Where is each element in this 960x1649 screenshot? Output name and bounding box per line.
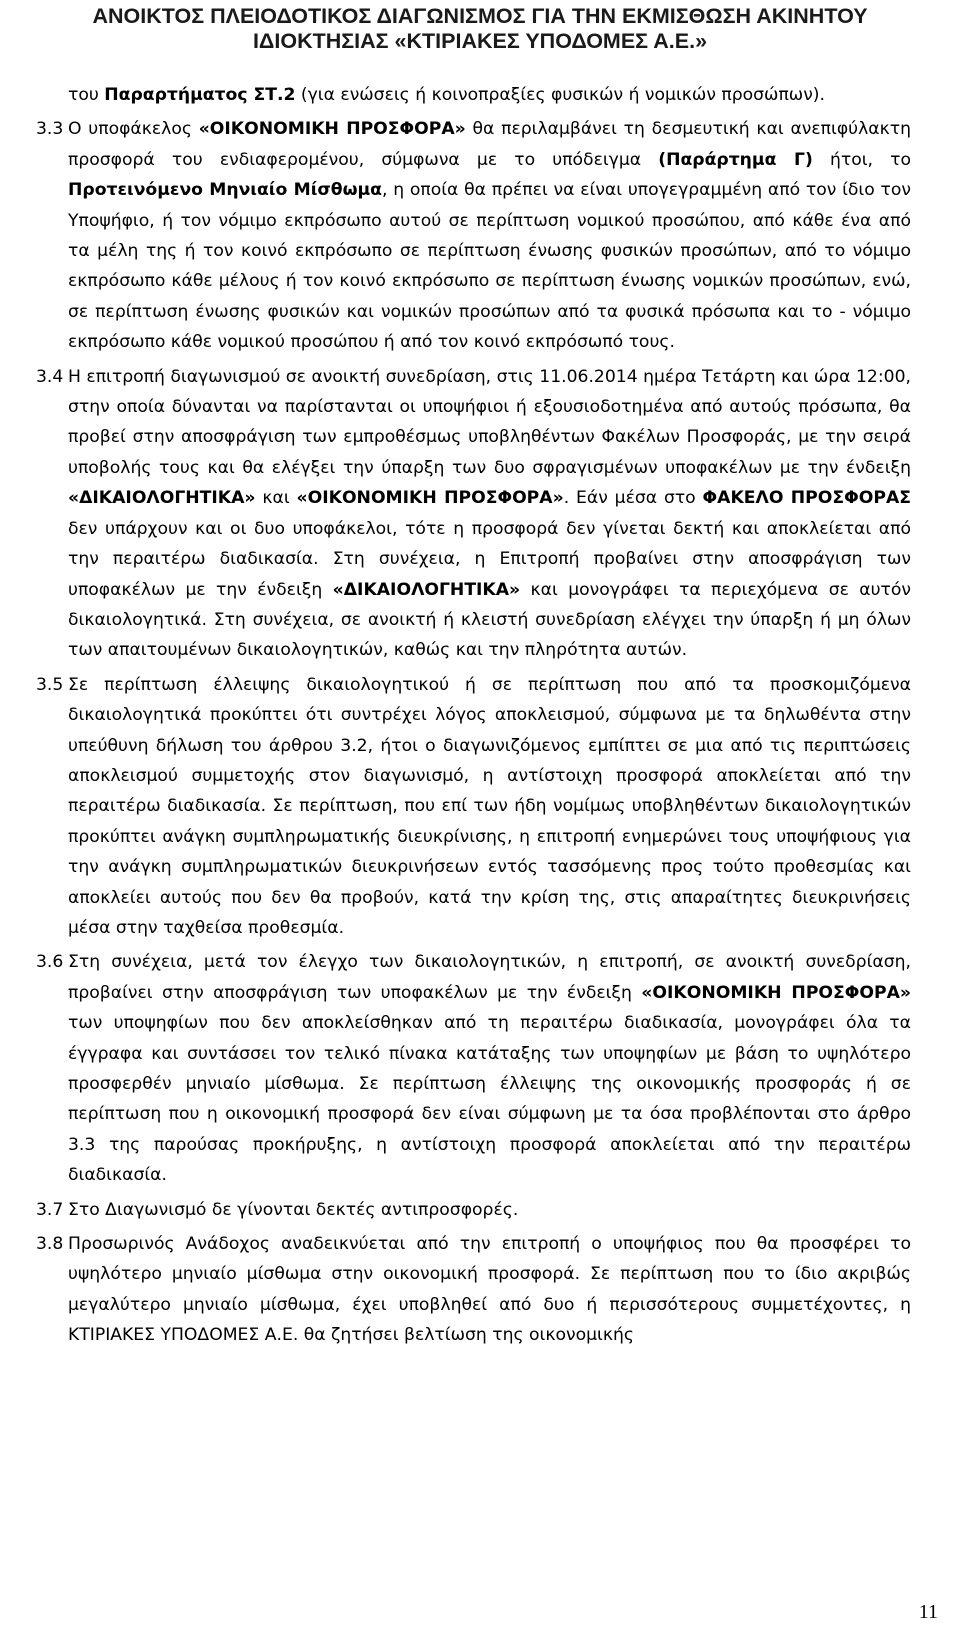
document-header	[0, 4, 960, 54]
section-number: 3.8	[36, 1234, 64, 1255]
bold-run: ΦΑΚΕΛΟ ΠΡΟΣΦΟΡΑΣ	[702, 488, 911, 509]
text-run: ήτοι, το	[812, 149, 912, 170]
bold-run: «ΔΙΚΑΙΟΛΟΓΗΤΙΚΑ»	[68, 488, 256, 509]
section-number: 3.5	[36, 674, 64, 695]
bold-run: «ΟΙΚΟΝΟΜΙΚΗ ΠΡΟΣΦΟΡΑ»	[641, 982, 911, 1003]
bold-run: Προτεινόμενο Μηνιαίο Μίσθωμα	[68, 180, 382, 201]
document-body	[36, 80, 911, 1355]
section-3-3	[36, 114, 911, 357]
bold-run: «ΟΙΚΟΝΟΜΙΚΗ ΠΡΟΣΦΟΡΑ»	[198, 119, 466, 140]
text-run: Στο Διαγωνισμό δε γίνονται δεκτές αντιπροσφορές.	[68, 1199, 519, 1220]
section-number: 3.3	[36, 119, 64, 140]
text-run: θα περιλαμβάνει τη δεσμευτική και ανεπιφύλακτη προσφορά του ενδιαφερομένου, σύμφωνα με το υπόδειγμα	[68, 119, 911, 170]
text-run: Προσωρινός Ανάδοχος αναδεικνύεται από την επιτροπή ο υποψήφιος που θα προσφέρει το υψηλότερο μηνιαίο μίσθωμα στην οικονομική προσφορά. Σε περίπτωση που το ίδιο ακριβώς μεγαλύτερο μηνιαίο μίσθωμα, έχει υποβληθεί από δυο ή περισσότερους συμμετέχοντες, η ΚΤΙΡΙΑΚΕΣ ΥΠΟΔΟΜΕΣ Α.Ε. θα ζητήσει βελτίωση της οικονομικής	[68, 1234, 911, 1346]
continuation-paragraph	[36, 80, 911, 110]
text-run: δεν υπάρχουν και οι δυο υποφάκελοι, τότε η προσφορά δεν γίνεται δεκτή και αποκλείεται από την περαιτέρω διαδικασία. Στη συνέχεια, η Επιτροπή προβαίνει στην αποσφράγιση των υποφακέλων με την ένδειξη	[68, 518, 911, 600]
text-run: (για ενώσεις ή κοινοπραξίες φυσικών ή νομικών προσώπων).	[295, 85, 825, 105]
text-run: . Εάν μέσα στο	[563, 488, 703, 509]
text-run: και	[255, 488, 297, 509]
section-number: 3.7	[36, 1199, 64, 1220]
header-line-1: ΑΝΟΙΚΤΟΣ ΠΛΕΙΟΔΟΤΙΚΟΣ ΔΙΑΓΩΝΙΣΜΟΣ ΓΙΑ ΤΗΝ ΕΚΜΙΣΘΩΣΗ ΑΚΙΝΗΤΟΥ	[92, 4, 868, 28]
page-number: 11	[918, 1601, 938, 1623]
section-3-7	[36, 1195, 911, 1225]
section-3-5	[36, 670, 911, 944]
text-run: και μονογράφει τα περιεχόμενα σε αυτόν δικαιολογητικά. Στη συνέχεια, σε ανοικτή ή κλειστή συνεδρίαση ελέγχει την ύπαρξη ή μη όλων των απαιτουμένων δικαιολογητικών, καθώς και την πληρότητα αυτών.	[68, 579, 911, 661]
section-3-8	[36, 1229, 911, 1351]
text-run: Σε περίπτωση έλλειψης δικαιολογητικού ή σε περίπτωση που από τα προσκομιζόμενα δικαιολογητικά προκύπτει ότι συντρέχει λόγος αποκλεισμού, σύμφωνα με τα δηλωθέντα στην υπεύθυνη δήλωση του άρθρου 3.2, ήτοι ο διαγωνιζόμενος εμπίπτει σε μια από τις περιπτώσεις αποκλεισμού συμμετοχής στον διαγωνισμό, η αντίστοιχη προσφορά αποκλείεται από την περαιτέρω διαδικασία. Σε περίπτωση, που επί των ήδη νομίμως υποβληθέντων δικαιολογητικών προκύπτει ανάγκη συμπληρωματικής διευκρίνισης, η επιτροπή ενημερώνει τους υποψήφιους για την ανάγκη συμπληρωματικών διευκρινήσεων εντός τασσόμενης προς τούτο προθεσμίας και αποκλείει αυτούς που δεν θα προβούν, κατά την κρίση της, στις απαραίτητες διευκρινήσεις μέσα στην ταχθείσα προθεσμία.	[68, 674, 911, 938]
bold-run: «ΔΙΚΑΙΟΛΟΓΗΤΙΚΑ»	[332, 579, 521, 600]
text-run: Στη συνέχεια, μετά τον έλεγχο των δικαιολογητικών, η επιτροπή, σε ανοικτή συνεδρίαση, προβαίνει στην αποσφράγιση των υποφακέλων με την ένδειξη	[68, 952, 911, 1003]
text-run: , η οποία θα πρέπει να είναι υπογεγραμμένη από τον ίδιο τον Υποψήφιο, ή τον νόμιμο εκπρόσωπο αυτού σε περίπτωση νομικού προσώπου, από κάθε ένα από τα μέλη της ή τον κοινό εκπρόσωπο σε περίπτωση ένωσης φυσικών προσώπων, από το νόμιμο εκπρόσωπο κάθε μέλους ή τον κοινό εκπρόσωπο σε περίπτωση ένωσης νομικών προσώπων, ενώ, σε περίπτωση ένωσης φυσικών και νομικών προσώπων από τα φυσικά πρόσωπα και το - νόμιμο εκπρόσωπο κάθε νομικού προσώπου ή από τον κοινό εκπρόσωπό τους.	[68, 180, 911, 353]
section-3-4	[36, 362, 911, 666]
section-number: 3.6	[36, 952, 64, 973]
bold-run: «ΟΙΚΟΝΟΜΙΚΗ ΠΡΟΣΦΟΡΑ»	[296, 488, 564, 509]
text-run: του	[68, 85, 105, 105]
text-run: Η επιτροπή διαγωνισμού σε ανοικτή συνεδρίαση, στις 11.06.2014 ημέρα Τετάρτη και ώρα 12:00, στην οποία δύνανται να παρίστανται οι υποψήφιοι ή εξουσιοδοτημένα από αυτούς πρόσωπα, θα προβεί στην αποσφράγιση των εμπροθέσμως υποβληθέντων Φακέλων Προσφοράς, με την σειρά υποβολής τους και θα ελέγξει την ύπαρξη των δυο σφραγισμένων υποφακέλων με την ένδειξη	[68, 366, 911, 478]
header-line-2: ΙΔΙΟΚΤΗΣΙΑΣ «ΚΤΙΡΙΑΚΕΣ ΥΠΟΔΟΜΕΣ Α.Ε.»	[252, 29, 708, 53]
section-number: 3.4	[36, 366, 64, 387]
text-run: Ο υποφάκελος	[68, 119, 199, 140]
bold-run: Παραρτήματος ΣΤ.2	[104, 85, 296, 105]
bold-run: (Παράρτημα Γ)	[658, 149, 813, 170]
section-3-6	[36, 947, 911, 1190]
text-run: των υποψηφίων που δεν αποκλείσθηκαν από τη περαιτέρω διαδικασία, μονογράφει όλα τα έγγραφα και συντάσσει τον τελικό πίνακα κατάταξης των υποψηφίων με βάση το υψηλότερο προσφερθέν μηνιαίο μίσθωμα. Σε περίπτωση έλλειψης της οικονομικής προσφοράς ή σε περίπτωση που η οικονομική προσφορά δεν είναι σύμφωνη με τα όσα προβλέπονται στο άρθρο 3.3 της παρούσας προκήρυξης, η αντίστοιχη προσφορά αποκλείεται από την περαιτέρω διαδικασία.	[68, 1013, 911, 1186]
